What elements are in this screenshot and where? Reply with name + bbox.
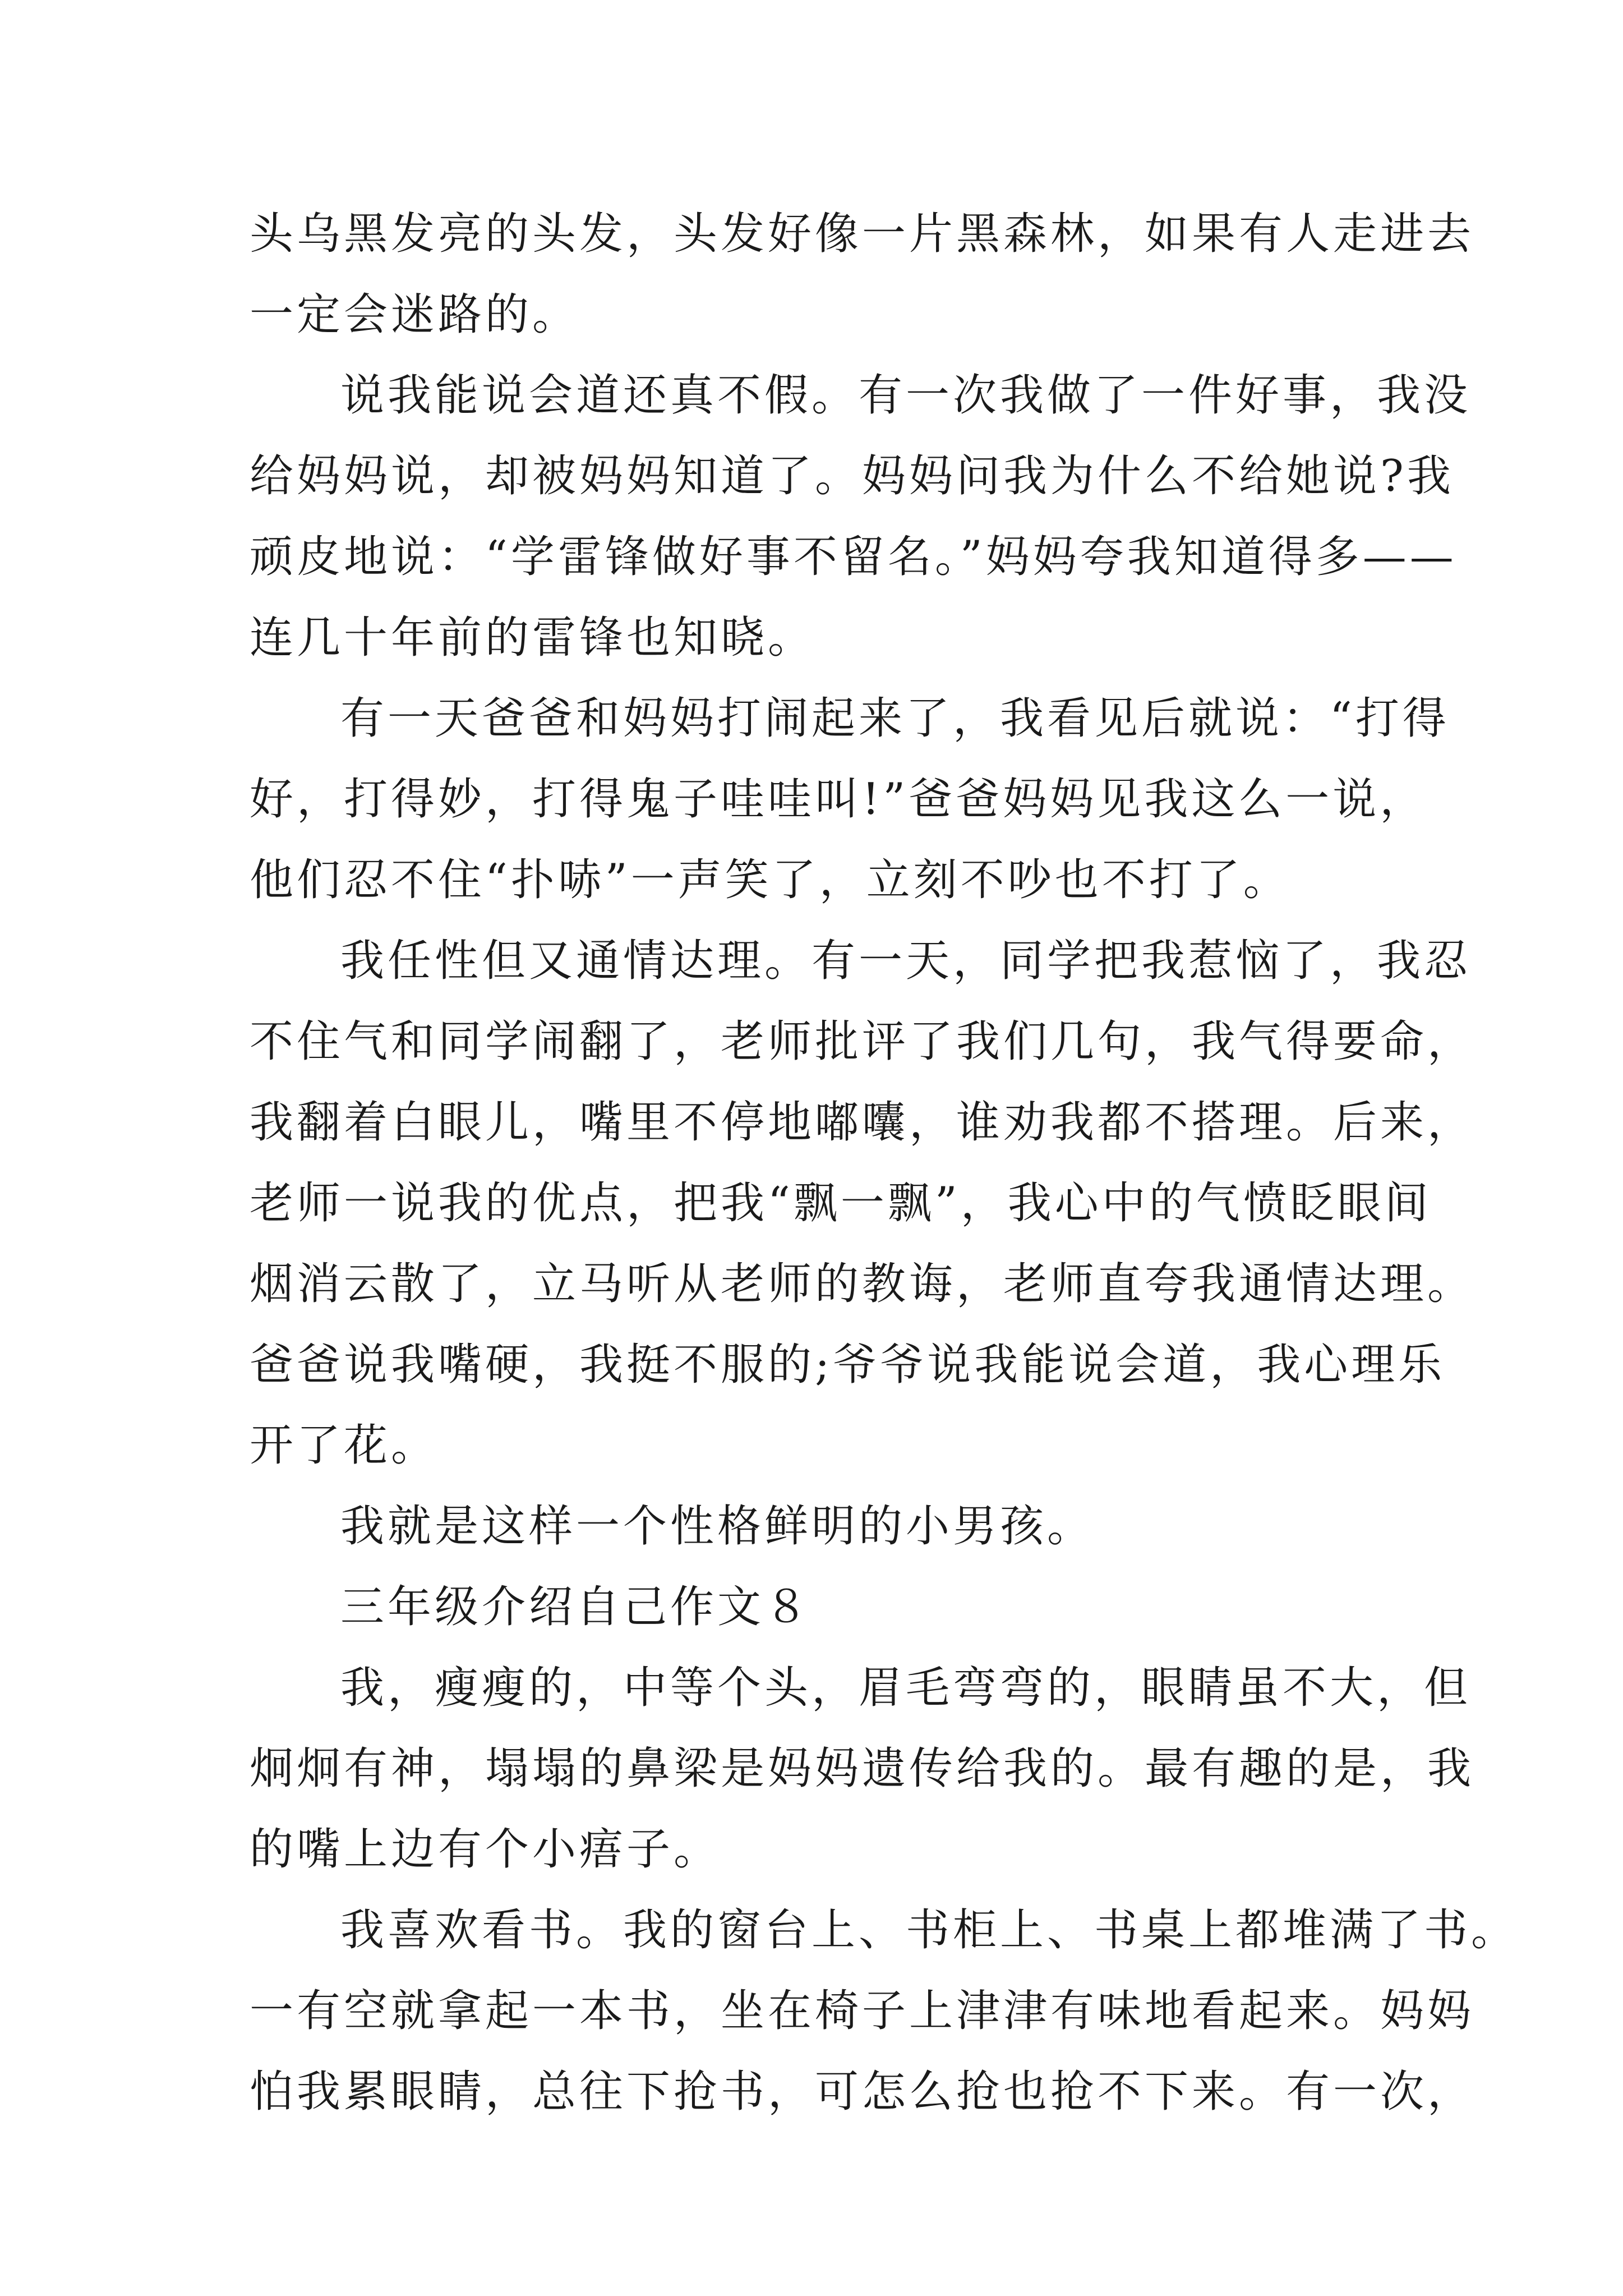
text-line: 不住气和同学闹翻了，老师批评了我们几句，我气得要命，: [250, 1016, 1475, 1067]
text-line: 一定会迷路的。: [250, 289, 580, 340]
text-line: 说我能说会道还真不假。有一次我做了一件好事，我没: [340, 370, 1472, 421]
paragraph: [250, 678, 1450, 921]
paragraph: [250, 921, 1475, 1486]
text-line: 炯炯有神，塌塌的鼻梁是妈妈遗传给我的。最有趣的是，我: [250, 1743, 1475, 1794]
text-line: 他们忍不住“扑哧”一声笑了，立刻不吵也不打了。: [250, 855, 1290, 905]
text-line: 老师一说我的优点，把我“飘一飘”，我心中的气愤眨眼间: [250, 1178, 1432, 1228]
text-line: 三年级介绍自己作文８: [340, 1582, 812, 1632]
document-body: [250, 194, 1519, 2132]
text-line: 顽皮地说：“学雷锋做好事不留名。”妈妈夸我知道得多——: [250, 532, 1457, 582]
paragraph: [250, 194, 1475, 355]
text-line: 的嘴上边有个小痦子。: [250, 1824, 721, 1875]
text-line: 有一天爸爸和妈妈打闹起来了，我看见后就说：“打得: [340, 693, 1450, 744]
text-line: 爸爸说我嘴硬，我挺不服的;爷爷说我能说会道，我心理乐: [250, 1340, 1446, 1390]
paragraph: [250, 1890, 1519, 2132]
paragraph: [250, 1486, 1394, 1567]
text-line: 我任性但又通情达理。有一天，同学把我惹恼了，我忍: [340, 936, 1472, 986]
text-line: 我喜欢看书。我的窗台上、书柜上、书桌上都堆满了书。: [340, 1905, 1519, 1955]
text-line: 给妈妈说，却被妈妈知道了。妈妈问我为什么不给她说?我: [250, 451, 1454, 501]
text-line: 我，瘦瘦的，中等个头，眉毛弯弯的，眼睛虽不大，但: [340, 1663, 1472, 1713]
text-line: 开了花。: [250, 1420, 439, 1471]
paragraph: [250, 355, 1472, 678]
text-line: 怕我累眼睛，总往下抢书，可怎么抢也抢不下来。有一次，: [250, 2067, 1475, 2117]
text-line: 连几十年前的雷锋也知晓。: [250, 613, 815, 663]
text-line: 我翻着白眼儿，嘴里不停地嘟囔，谁劝我都不搭理。后来，: [250, 1097, 1475, 1148]
text-line: 我就是这样一个性格鲜明的小男孩。: [340, 1501, 1095, 1552]
paragraph: [250, 1648, 1475, 1890]
text-line: 一有空就拿起一本书，坐在椅子上津津有味地看起来。妈妈: [250, 1986, 1475, 2036]
section-heading: [250, 1567, 1394, 1648]
text-line: 头乌黑发亮的头发，头发好像一片黑森林，如果有人走进去: [250, 209, 1475, 259]
text-line: 烟消云散了，立马听从老师的教诲，老师直夸我通情达理。: [250, 1259, 1475, 1309]
text-line: 好，打得妙，打得鬼子哇哇叫!”爸爸妈妈见我这么一说，: [250, 774, 1427, 825]
